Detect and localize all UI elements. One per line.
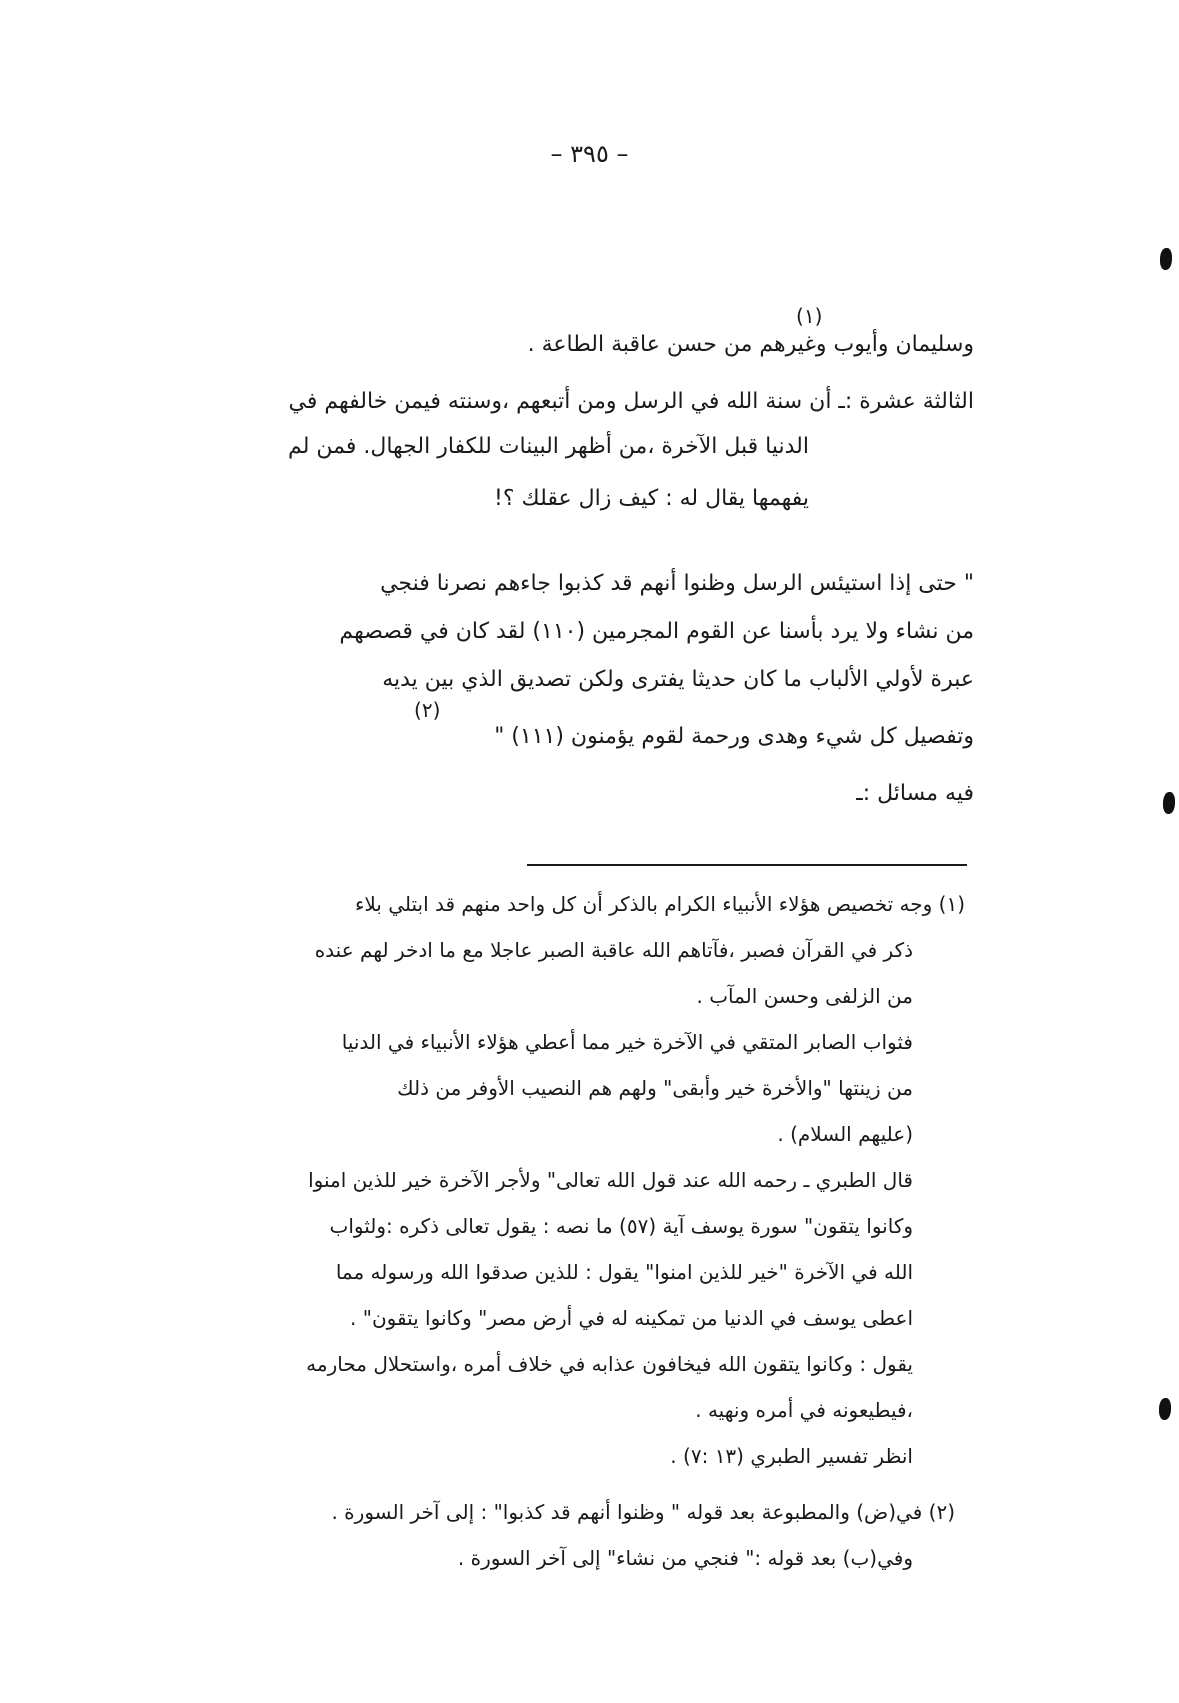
footnote-line: يقول : وكانوا يتقون الله فيخافون عذابه في خلاف أمره ،واستحلال محارمه bbox=[306, 1352, 913, 1376]
footnote-line: من زينتها "والأخرة خير وأبقى" ولهم هم النصيب الأوفر من ذلك bbox=[397, 1076, 913, 1100]
section-line: الدنيا قبل الآخرة ،من أظهر البينات للكفار الجهال. فمن لم bbox=[288, 434, 809, 459]
footnote-line: من الزلفى وحسن المآب . bbox=[696, 984, 913, 1008]
page-number: – ٣٩٥ – bbox=[550, 140, 629, 168]
footnote-line: ،فيطيعونه في أمره ونهيه . bbox=[695, 1398, 913, 1422]
intro-line: وسليمان وأيوب وغيرهم من حسن عاقبة الطاعة . bbox=[527, 332, 974, 357]
verse-line: " حتى إذا استيئس الرسل وظنوا أنهم قد كذبوا جاءهم نصرنا فنجي bbox=[380, 571, 974, 596]
footnote-line: (٢) في(ض) والمطبوعة بعد قوله " وظنوا أنهم قد كذبوا" : إلى آخر السورة . bbox=[331, 1500, 955, 1524]
footnote-ref-1: (١) bbox=[796, 304, 823, 328]
section-line: يفهمها يقال له : كيف زال عقلك ؟! bbox=[494, 486, 809, 511]
footnote-separator bbox=[527, 864, 967, 866]
footnote-line: وكانوا يتقون" سورة يوسف آية (٥٧) ما نصه : يقول تعالى ذكره :ولثواب bbox=[329, 1214, 913, 1238]
section-line: الثالثة عشرة :ـ أن سنة الله في الرسل ومن أتبعهم ،وسنته فيمن خالفهم في bbox=[288, 389, 974, 414]
footnote-ref-2: (٢) bbox=[414, 698, 441, 722]
footnote-line: وفي(ب) بعد قوله :" فنجي من نشاء" إلى آخر السورة . bbox=[457, 1546, 913, 1570]
verse-line: عبرة لأولي الألباب ما كان حديثا يفترى ولكن تصديق الذي بين يديه bbox=[382, 667, 974, 692]
footnote-line: فثواب الصابر المتقي في الآخرة خير مما أعطي هؤلاء الأنبياء في الدنيا bbox=[341, 1030, 913, 1054]
footnote-line: اعطى يوسف في الدنيا من تمكينه له في أرض مصر" وكانوا يتقون" . bbox=[350, 1306, 913, 1330]
footnote-line: قال الطبري ـ رحمه الله عند قول الله تعالى" ولأجر الآخرة خير للذين امنوا bbox=[308, 1168, 913, 1192]
footnote-line: الله في الآخرة "خير للذين امنوا" يقول : للذين صدقوا الله ورسوله مما bbox=[335, 1260, 913, 1284]
footnote-line: (١) وجه تخصيص هؤلاء الأنبياء الكرام بالذكر أن كل واحد منهم قد ابتلي بلاء bbox=[354, 892, 965, 916]
footnote-line: انظر تفسير الطبري (١٣ :٧) . bbox=[670, 1444, 913, 1468]
margin-mark-middle bbox=[1163, 792, 1175, 814]
questions-heading: فيه مسائل :ـ bbox=[856, 781, 974, 806]
verse-line: وتفصيل كل شيء وهدى ورحمة لقوم يؤمنون (١١١) " bbox=[494, 724, 974, 749]
footnote-line: ذكر في القرآن فصبر ،فآتاهم الله عاقبة الصبر عاجلا مع ما ادخر لهم عنده bbox=[314, 938, 913, 962]
verse-line: من نشاء ولا يرد بأسنا عن القوم المجرمين (١١٠) لقد كان في قصصهم bbox=[339, 619, 974, 644]
footnote-line: (عليهم السلام) . bbox=[777, 1122, 913, 1146]
margin-mark-bottom bbox=[1159, 1398, 1171, 1420]
margin-mark-top bbox=[1160, 248, 1172, 270]
